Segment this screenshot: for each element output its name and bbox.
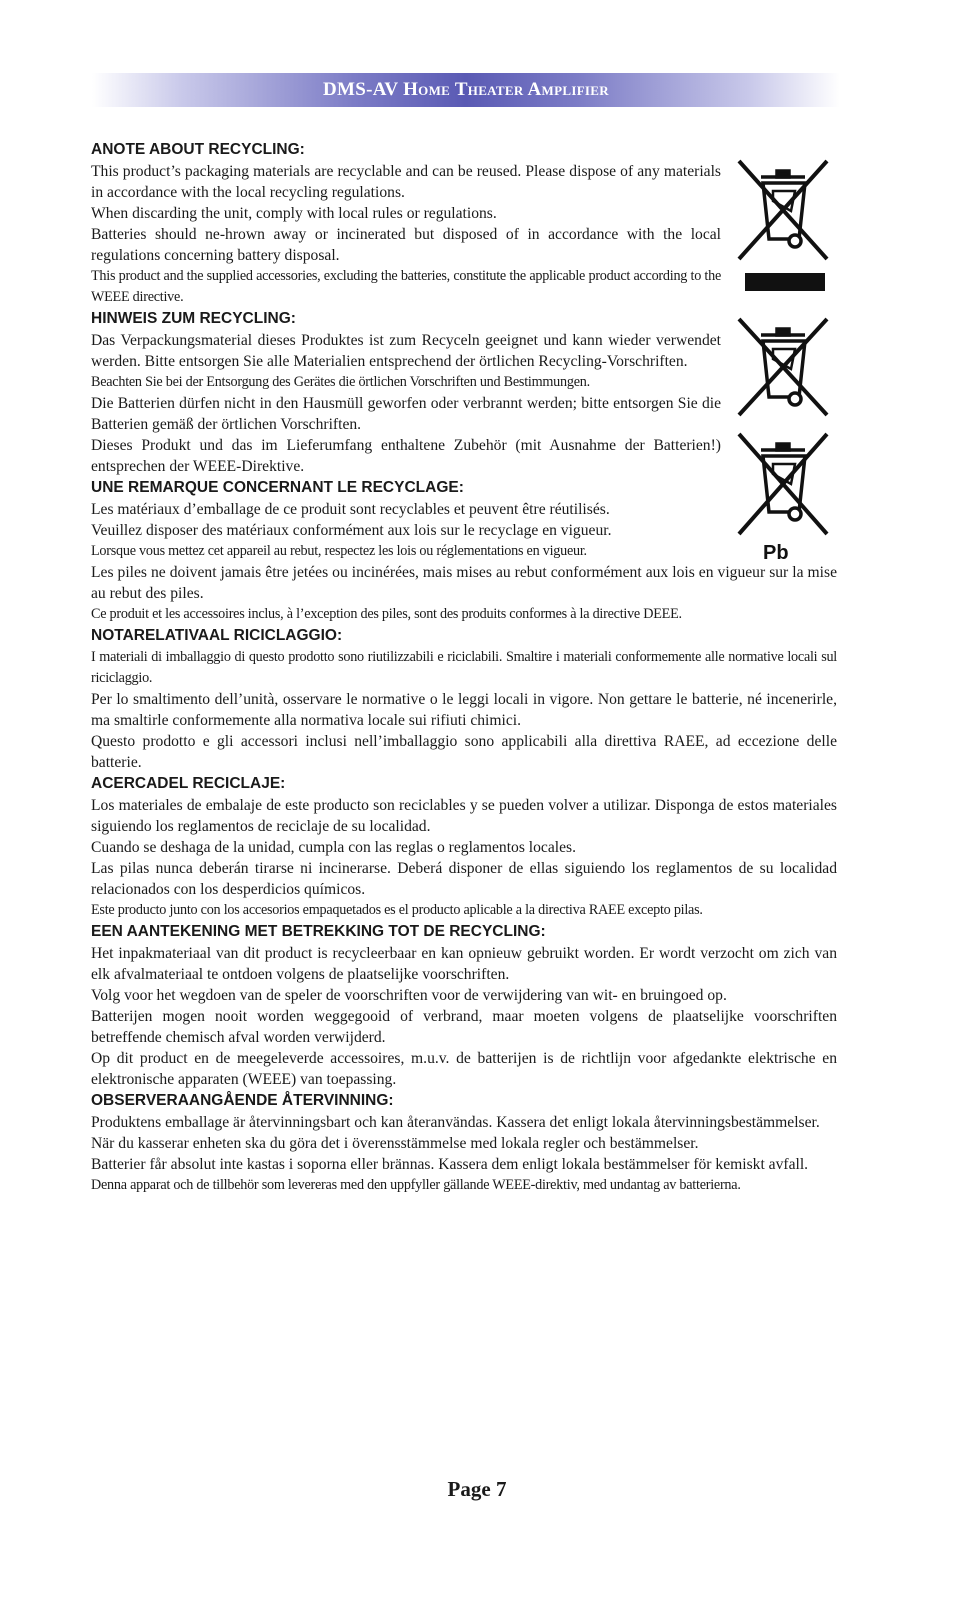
paragraph: Los materiales de embalaje de este producto son reciclables y se pueden volver a utilizar. Disponga de estos materiales siguiendo los reglamentos de reciclaje de su localidad. [91, 797, 837, 835]
section-english [91, 139, 837, 308]
section-dutch [91, 921, 837, 1090]
paragraph: Beachten Sie bei der Entsorgung des Gerätes die örtlichen Vorschriften und Bestimmungen. [91, 374, 590, 390]
weee-bin-icon [733, 155, 833, 295]
document-body [91, 139, 837, 1196]
paragraph: This product’s packaging materials are recyclable and can be reused. Please dispose of any materials in accordance with the local recycling regulations. [91, 163, 721, 201]
paragraph: Lorsque vous mettez cet appareil au rebut, respectez les lois ou réglementations en vigueur. [91, 543, 587, 559]
paragraph: Das Verpackungsmaterial dieses Produktes ist zum Recyceln geeignet und kann wieder verwendet werden. Bitte entsorgen Sie alle Materialien entsprechend der örtlichen Recycling-Vorschriften. [91, 332, 721, 370]
section-heading: ANOTE ABOUT RECYCLING: [91, 141, 305, 158]
paragraph: När du kasserar enheten ska du göra det i överensstämmelse med lokala regler och bestämmelser. [91, 1135, 699, 1152]
paragraph: Batterier får absolut inte kastas i soporna eller brännas. Kassera dem enligt lokala bestämmelser för kemiskt avfall. [91, 1156, 809, 1173]
paragraph: Les matériaux d’emballage de ce produit sont recyclables et peuvent être réutilisés. [91, 501, 610, 518]
pb-label: Pb [763, 542, 789, 564]
page-number: Page 7 [447, 1477, 507, 1501]
section-heading: EEN AANTEKENING MET BETREKKING TOT DE RECYCLING: [91, 923, 546, 940]
paragraph: Questo prodotto e gli accessori inclusi nell’imballaggio sono applicabili alla direttiva RAEE, ad eccezione delle batterie. [91, 733, 837, 771]
paragraph: Dieses Produkt und das im Lieferumfang enthaltene Zubehör (mit Ausnahme der Batterien!) entsprechen der WEEE-Direktive. [91, 437, 721, 475]
section-italian [91, 625, 837, 773]
document-title: DMS-AV Home Theater Amplifier [323, 79, 609, 100]
paragraph: Este producto junto con los accesorios empaquetados es el producto aplicable a la directiva RAEE excepto pilas. [91, 902, 703, 918]
section-french [91, 477, 837, 625]
paragraph: Veuillez disposer des matériaux conformément aux lois sur le recyclage en vigueur. [91, 522, 612, 539]
paragraph: Les piles ne doivent jamais être jetées ou incinérées, mais mises au rebut conformément aux lois en vigueur sur la mise au rebut des piles. [91, 564, 837, 602]
section-heading: HINWEIS ZUM RECYCLING: [91, 310, 296, 327]
paragraph: Het inpakmateriaal van dit product is recycleerbaar en kan opnieuw gebruikt worden. Er wordt verzocht om zich van elk afvalmateriaal te ontdoen volgens de plaatselijke voorschriften. [91, 945, 837, 983]
paragraph: This product and the supplied accessories, excluding the batteries, constitute the applicable product according to the WEEE directive. [91, 268, 721, 305]
paragraph: Produktens emballage är återvinningsbart och kan återanvändas. Kassera det enligt lokala återvinningsbestämmelser. [91, 1114, 820, 1131]
section-heading: ACERCADEL RECICLAJE: [91, 775, 286, 792]
paragraph: Batteries should ne-hrown away or incinerated but disposed of in accordance with the local regulations concerning battery disposal. [91, 226, 721, 264]
paragraph: When discarding the unit, comply with local rules or regulations. [91, 205, 497, 222]
section-spanish [91, 773, 837, 921]
section-heading: UNE REMARQUE CONCERNANT LE RECYCLAGE: [91, 479, 464, 496]
paragraph: Die Batterien dürfen nicht in den Hausmüll geworfen oder verbrannt werden; bitte entsorgen Sie die Batterien gemäß der örtlichen Vorschriften. [91, 395, 721, 433]
recycling-icons [733, 155, 833, 575]
paragraph: Denna apparat och de tillbehör som levereras med den uppfyller gällande WEEE-direktiv, med undantag av batterierna. [91, 1177, 741, 1193]
paragraph: Batterijen mogen nooit worden weggegooid of verbrand, maar moeten volgens de plaatselijke voorschriften betreffende chemisch afval worden verwijderd. [91, 1008, 837, 1046]
header-bar [92, 73, 840, 107]
paragraph: Cuando se deshaga de la unidad, cumpla con las reglas o reglamentos locales. [91, 839, 576, 856]
weee-bin-icon [733, 430, 833, 575]
paragraph: Per lo smaltimento dell’unità, osservare le normative o le leggi locali in vigore. Non gettare le batterie, né incenerirle, ma smaltirle conformemente alla normativa locale sui rifiuti chimici. [91, 691, 837, 729]
weee-bin-icon [733, 315, 833, 420]
section-heading: NOTARELATIVAAL RICICLAGGIO: [91, 627, 343, 644]
paragraph: Op dit product en de meegeleverde accessoires, m.u.v. de batterijen is de richtlijn voor afgedankte elektrische en elektronische apparaten (WEEE) van toepassing. [91, 1050, 837, 1088]
section-swedish [91, 1090, 837, 1196]
section-heading: OBSERVERAANGÅENDE ÅTERVINNING: [91, 1092, 394, 1109]
section-german [91, 308, 837, 477]
paragraph: Ce produit et les accessoires inclus, à l’exception des piles, sont des produits conformes à la directive DEEE. [91, 606, 682, 622]
paragraph: Las pilas nunca deberán tirarse ni incinerarse. Deberá disponer de ellas siguiendo los reglamentos de su localidad relacionados con los desperdicios químicos. [91, 860, 837, 898]
paragraph: Volg voor het wegdoen van de speler de voorschriften voor de verwijdering van wit- en bruingoed op. [91, 987, 727, 1004]
paragraph: I materiali di imballaggio di questo prodotto sono riutilizzabili e riciclabili. Smaltire i materiali conformemente alle normative locali sul riciclaggio. [91, 649, 837, 686]
